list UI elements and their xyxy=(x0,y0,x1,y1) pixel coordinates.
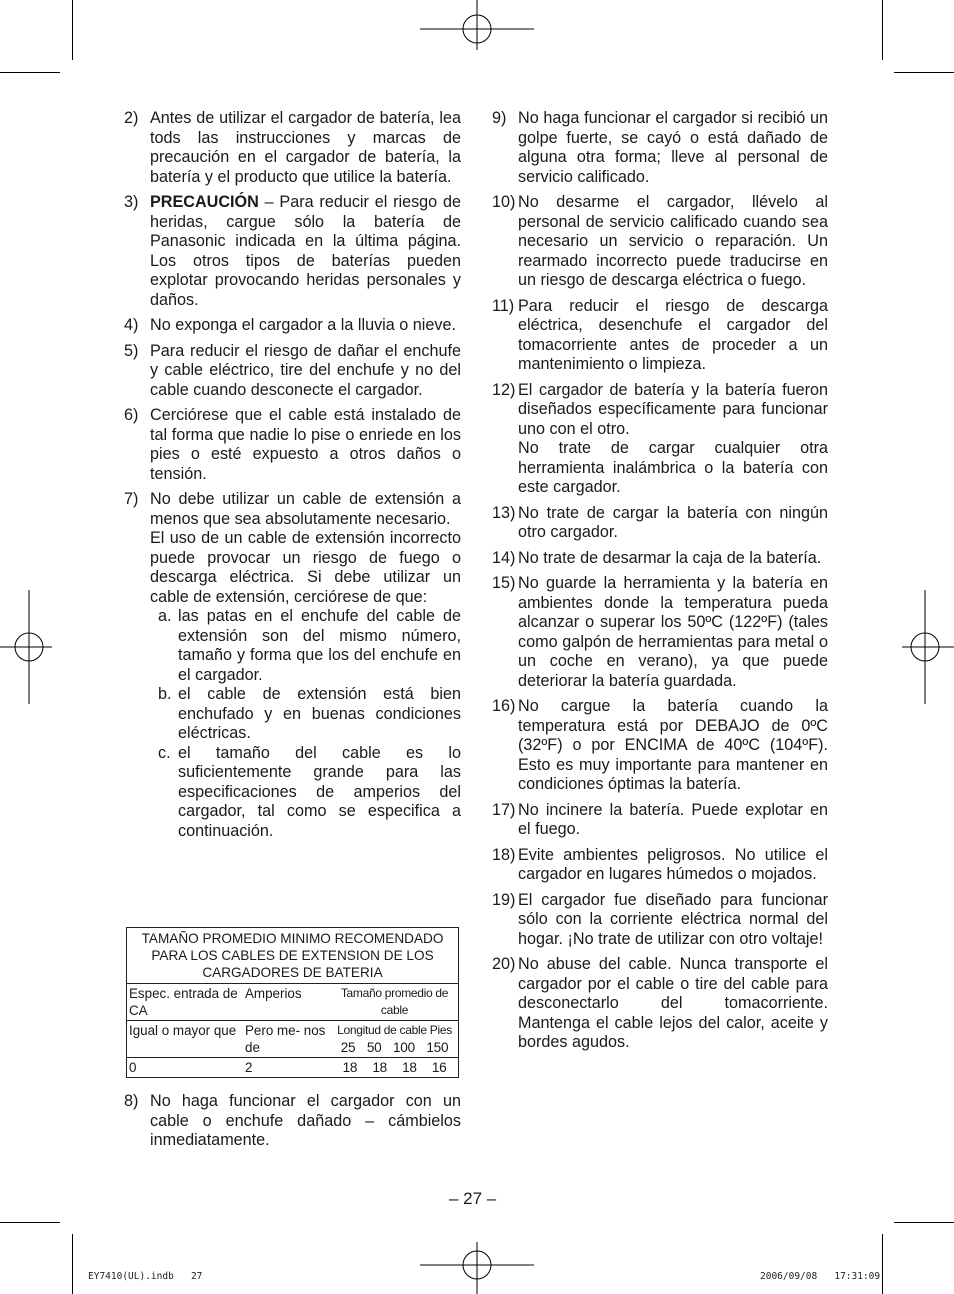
table-cell: Pero me- nos de xyxy=(243,1021,331,1058)
page-number: – 27 – xyxy=(449,1189,497,1208)
crop-mark-tl-v xyxy=(72,0,73,60)
registration-mark-left-icon xyxy=(0,590,60,704)
item-number: 9) xyxy=(492,109,507,127)
item-text: No abuse del cable. Nunca transporte el cargador por el cable o tire del cable para desconectarlo del tomacorriente. Mantenga el cable lejos del calor, aceite y bordes agudos. xyxy=(518,955,828,1051)
item-number: 17) xyxy=(492,800,516,819)
registration-mark-top-icon xyxy=(420,0,534,60)
instruction-item xyxy=(492,109,828,187)
item-text: No desarme el cargador, llévelo al personal de servicio calificado cuando sea necesario un servicio o reparación. Un rearmado incorrecto puede traducirse en un riesgo de descarga eléctrica o fuego. xyxy=(518,193,828,289)
crop-mark-bl-h xyxy=(0,1222,60,1223)
table-header: TAMAÑO PROMEDIO MINIMO RECOMENDADO PARA LOS CABLES DE EXTENSION DE LOS CARGADORES DE BATERIA xyxy=(127,928,459,984)
crop-mark-tr-v xyxy=(882,0,883,60)
footer-filename: EY7410(UL).indb 27 xyxy=(88,1271,203,1282)
size-values xyxy=(333,1059,456,1076)
table-cell-sizes xyxy=(331,1058,459,1078)
item-text-continued: El uso de un cable de extensión incorrecto puede provocar un riesgo de fuego o descarga eléctrica. Si debe utilizar un cable de extensión, cerciórese de que: xyxy=(150,529,461,606)
sublist xyxy=(156,607,461,841)
length-value: 150 xyxy=(426,1040,449,1055)
instruction-item xyxy=(124,342,461,401)
crop-mark-tl-h xyxy=(0,72,60,73)
left-column-after-table xyxy=(124,1092,461,1157)
left-column xyxy=(124,109,461,847)
item-text: Evite ambientes peligrosos. No utilice el cargador en lugares húmedos o mojados. xyxy=(518,845,828,883)
sublist-text: las patas en el enchufe del cable de extensión son del mismo número, tamaño y forma que los del enchufe en el cargador. xyxy=(178,607,461,684)
item-number: 13) xyxy=(492,503,516,522)
crop-mark-br-h xyxy=(894,1222,954,1223)
item-text: No guarde la herramienta y la batería en ambientes donde la temperatura pueda alcanzar o superar los 50ºC (122ºF) (tales como galpón de herramientas para metal o un coche en verano), ya que puede deteriorar la batería guardada. xyxy=(518,574,828,690)
item-text: Para reducir el riesgo de dañar el enchufe y cable eléctrico, tire del enchufe y no del cable cuando desconecte el cargador. xyxy=(150,341,461,399)
item-number: 16) xyxy=(492,697,516,715)
sublist-text: el cable de extensión está bien enchufado y en buenas condiciones eléctricas. xyxy=(178,685,461,742)
instruction-item xyxy=(124,316,461,336)
size-value: 18 xyxy=(372,1060,387,1075)
item-text-continued: No trate de cargar cualquier otra herramienta inalámbrica o la batería con este cargador. xyxy=(518,439,828,496)
item-text: No haga funcionar el cargador si recibió un golpe fuerte, se cayó o está dañado de alguna otra forma; lleve al personal de servicio calificado. xyxy=(518,109,828,186)
sublist-item xyxy=(156,685,461,744)
crop-mark-tr-h xyxy=(894,72,954,73)
item-text: No debe utilizar un cable de extensión a menos que sea absolutamente necesario. xyxy=(150,490,461,528)
item-number: 20) xyxy=(492,955,516,973)
item-number: 18) xyxy=(492,845,516,864)
length-label: Longitud de cable Pies xyxy=(337,1023,452,1037)
instruction-item xyxy=(492,381,828,498)
instruction-item xyxy=(124,193,461,310)
table-cell-lengths xyxy=(331,1021,459,1058)
item-number: 4) xyxy=(124,316,139,334)
item-text: No cargue la batería cuando la temperatura está por DEBAJO de 0ºC (32ºF) o por ENCIMA de 40ºC (104ºF). Esto es muy importante para mantener en condiciones óptimas la batería. xyxy=(518,697,828,793)
size-value: 18 xyxy=(342,1060,358,1075)
footer-timestamp: 2006/09/08 17:31:09 xyxy=(760,1271,881,1282)
sublist-letter: b. xyxy=(158,685,172,703)
item-text: Cerciórese que el cable está instalado de tal forma que nadie lo pise o enriede en los pies o esté expuesto a otros daños o tensión. xyxy=(150,406,461,483)
table-col-heading: Espec. entrada de CA xyxy=(127,984,244,1021)
item-number: 7) xyxy=(124,490,139,508)
table-col-heading: Amperios xyxy=(243,984,331,1021)
instruction-item xyxy=(492,549,828,569)
item-text: No exponga el cargador a la lluvia o nieve. xyxy=(150,316,456,334)
instruction-item xyxy=(492,846,828,885)
instruction-item xyxy=(492,574,828,691)
crop-mark-bl-v xyxy=(72,1234,73,1294)
item-text: El cargador fue diseñado para funcionar sólo con la corriente eléctrica normal del hogar. ¡No trate de utilizar con otro voltaje! xyxy=(518,890,828,948)
sublist-letter: a. xyxy=(158,607,172,625)
table-cell: 0 xyxy=(127,1058,244,1078)
table-cell: Igual o mayor que xyxy=(127,1021,244,1058)
item-text: No trate de desarmar la caja de la batería. xyxy=(518,548,822,567)
table-cell: 2 xyxy=(243,1058,331,1078)
item-text: Antes de utilizar el cargador de batería, lea tods las instrucciones y marcas de precaución en el cargador de batería, la batería y el producto que utilice la batería. xyxy=(150,109,461,186)
instruction-item xyxy=(492,504,828,543)
registration-mark-bottom-icon xyxy=(420,1236,534,1294)
crop-mark-br-v xyxy=(882,1234,883,1294)
size-value: 16 xyxy=(431,1060,447,1075)
item-text: El cargador de batería y la batería fueron diseñados específicamente para funcionar uno con el otro. xyxy=(518,380,828,438)
instruction-item xyxy=(124,109,461,187)
instruction-item xyxy=(124,1092,461,1151)
sublist-item xyxy=(156,607,461,685)
item-number: 11) xyxy=(492,296,515,315)
caution-label: PRECAUCIÓN xyxy=(150,193,259,211)
sublist-letter: c. xyxy=(158,743,171,762)
item-number: 5) xyxy=(124,341,139,360)
item-number: 10) xyxy=(492,193,516,211)
item-number: 14) xyxy=(492,548,516,567)
instruction-item xyxy=(124,490,461,841)
item-number: 12) xyxy=(492,380,516,399)
instruction-item xyxy=(492,697,828,795)
item-text: Para reducir el riesgo de descarga eléctrica, desenchufe el cargador del tomacorriente antes de proceder a un mantenimiento o limpieza. xyxy=(518,296,828,373)
item-number: 2) xyxy=(124,109,139,127)
item-number: 8) xyxy=(124,1092,139,1110)
item-number: 3) xyxy=(124,193,139,211)
instruction-item xyxy=(492,297,828,375)
extension-cable-table xyxy=(126,927,459,1078)
item-text: – Para reducir el riesgo de heridas, cargue sólo la batería de Panasonic indicada en la última página. Los otros tipos de baterías pueden explotar provocando heridas personales y daños. xyxy=(150,193,461,309)
item-text: No incinere la batería. Puede explotar en el fuego. xyxy=(518,800,828,838)
table-col-heading: Tamaño promedio de cable xyxy=(331,984,459,1021)
length-value: 25 xyxy=(340,1040,356,1055)
instruction-item xyxy=(492,955,828,1053)
item-number: 6) xyxy=(124,406,139,424)
registration-mark-right-icon xyxy=(894,590,954,704)
instruction-item xyxy=(124,406,461,484)
item-text: No trate de cargar la batería con ningún otro cargador. xyxy=(518,503,828,541)
item-text: No haga funcionar el cargador con un cable o enchufe dañado – cámbielos inmediatamente. xyxy=(150,1092,461,1149)
instruction-item xyxy=(492,193,828,291)
sublist-item xyxy=(156,744,461,842)
instruction-item xyxy=(492,891,828,950)
length-value: 50 xyxy=(366,1040,382,1055)
instruction-item xyxy=(492,801,828,840)
size-value: 18 xyxy=(402,1060,417,1075)
length-values xyxy=(333,1039,456,1056)
right-column xyxy=(492,109,828,1059)
sublist-text: el tamaño del cable es lo suficientemente grande para las especificaciones de amperios del cargador, tal como se especifica a continuación. xyxy=(178,743,461,840)
item-number: 19) xyxy=(492,890,516,909)
length-value: 100 xyxy=(393,1040,415,1055)
item-number: 15) xyxy=(492,574,516,592)
